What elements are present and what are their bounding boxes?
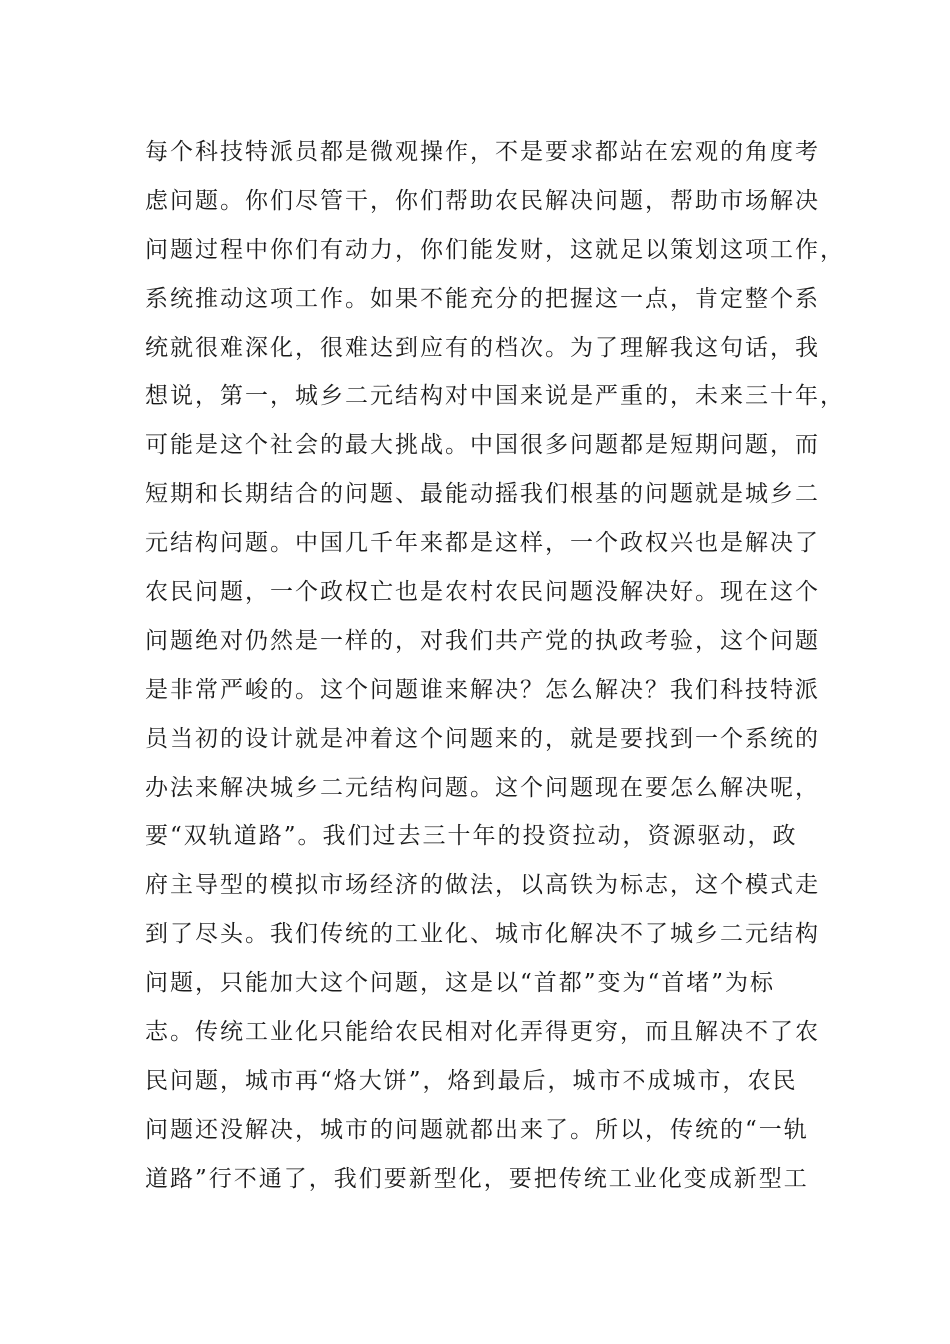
text-line-5: 统就很难深化，很难达到应有的档次。为了理解我这句话，我	[145, 334, 820, 361]
text-line-15: 要“双轨道路”。我们过去三十年的投资拉动，资源驱动，政	[145, 823, 798, 850]
body-text	[145, 128, 845, 1204]
text-line-21: 问题还没解决，城市的问题就都出来了。所以，传统的“一轨	[145, 1116, 809, 1143]
text-line-11: 问题绝对仍然是一样的，对我们共产党的执政考验，这个问题	[145, 627, 820, 654]
text-line-10: 农民问题，一个政权亡也是农村农民问题没解决好。现在这个	[145, 579, 820, 606]
text-line-13: 员当初的设计就是冲着这个问题来的，就是要找到一个系统的	[145, 725, 820, 752]
text-line-18: 问题，只能加大这个问题，这是以“首都”变为“首堵”为标	[145, 970, 776, 997]
text-line-12: 是非常严峻的。这个问题谁来解决？怎么解决？我们科技特派	[145, 676, 820, 703]
text-line-9: 元结构问题。中国几千年来都是这样，一个政权兴也是解决了	[145, 530, 820, 557]
text-line-6: 想说，第一，城乡二元结构对中国来说是严重的，未来三十年，	[145, 383, 845, 410]
text-line-4: 系统推动这项工作。如果不能充分的把握这一点，肯定整个系	[145, 285, 820, 312]
text-line-1: 每个科技特派员都是微观操作，不是要求都站在宏观的角度考	[145, 139, 820, 165]
text-line-7: 可能是这个社会的最大挑战。中国很多问题都是短期问题，而	[145, 432, 820, 459]
text-line-2: 虑问题。你们尽管干，你们帮助农民解决问题，帮助市场解决	[145, 187, 820, 214]
text-line-17: 到了尽头。我们传统的工业化、城市化解决不了城乡二元结构	[145, 921, 820, 948]
text-line-19: 志。传统工业化只能给农民相对化弄得更穷，而且解决不了农	[145, 1019, 820, 1046]
text-line-20: 民问题，城市再“烙大饼”，烙到最后，城市不成城市，农民	[145, 1067, 798, 1094]
text-line-16: 府主导型的模拟市场经济的做法，以高铁为标志，这个模式走	[145, 872, 820, 899]
text-line-14: 办法来解决城乡二元结构问题。这个问题现在要怎么解决呢，	[145, 774, 820, 801]
text-line-3: 问题过程中你们有动力，你们能发财，这就足以策划这项工作，	[145, 236, 845, 263]
text-line-22: 道路”行不通了，我们要新型化，要把传统工业化变成新型工	[145, 1165, 809, 1192]
text-line-8: 短期和长期结合的问题、最能动摇我们根基的问题就是城乡二	[145, 481, 820, 508]
